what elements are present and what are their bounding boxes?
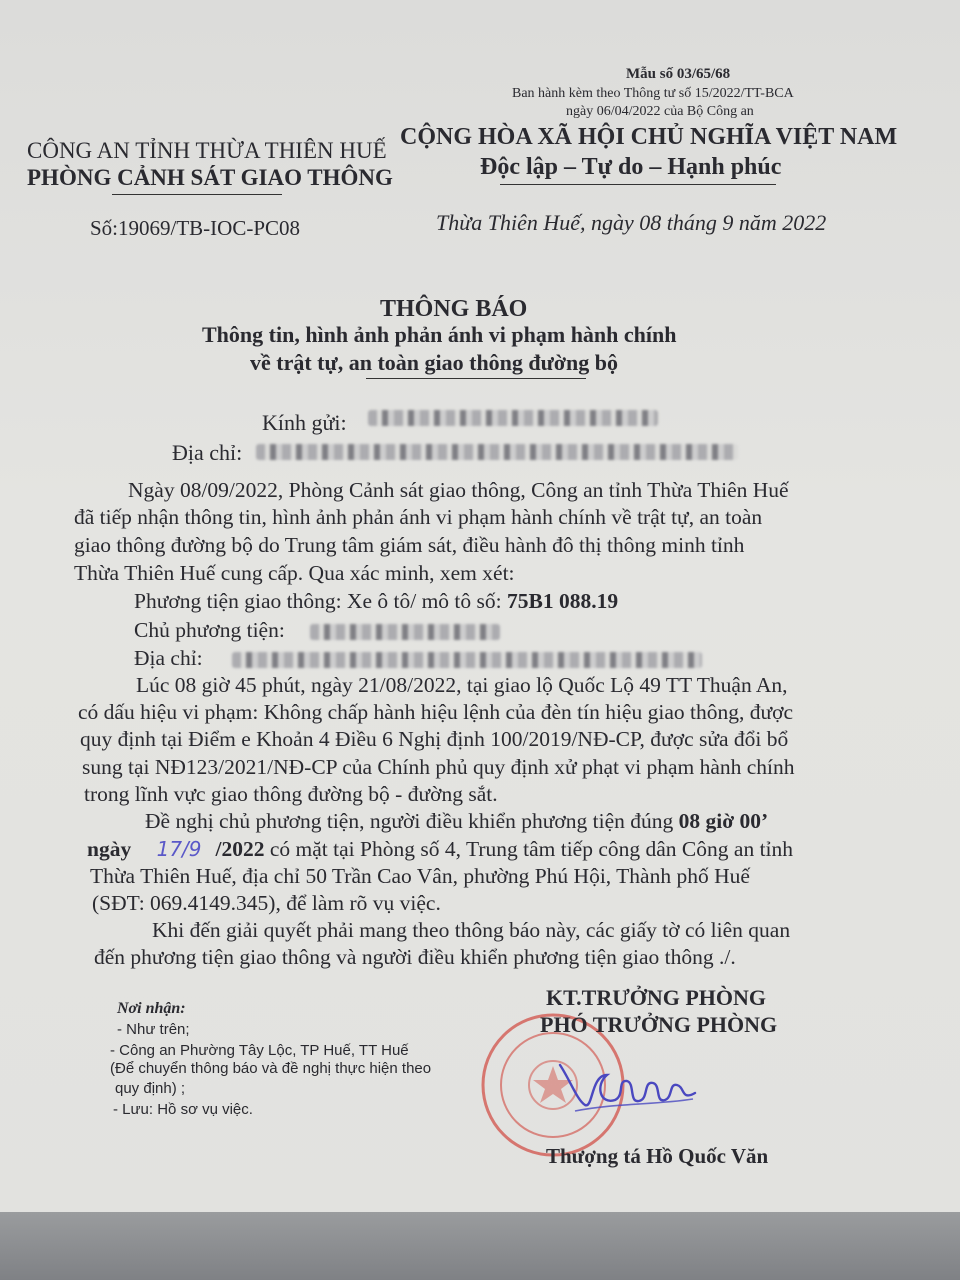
body-line: Lúc 08 giờ 45 phút, ngày 21/08/2022, tại giao lộ Quốc Lộ 49 TT Thuận An, xyxy=(136,673,788,697)
org-underline xyxy=(112,194,282,195)
document-subtitle-line2: về trật tự, an toàn giao thông đường bộ xyxy=(250,350,619,375)
document-subtitle-line1: Thông tin, hình ảnh phản ánh vi phạm hành chính xyxy=(202,322,677,347)
form-issued-line2: ngày 06/04/2022 của Bộ Công an xyxy=(566,104,754,119)
body-line: quy định tại Điểm e Khoản 4 Điều 6 Nghị định 100/2019/NĐ-CP, được sửa đổi bổ xyxy=(80,727,789,751)
document-number: Số:19069/TB-IOC-PC08 xyxy=(90,216,301,240)
vehicle-line xyxy=(134,589,618,614)
date-label: ngày xyxy=(87,837,132,861)
org-line2: PHÒNG CẢNH SÁT GIAO THÔNG xyxy=(27,165,393,190)
body-line: trong lĩnh vực giao thông đường bộ - đường sắt. xyxy=(84,782,498,806)
body-line: có dấu hiệu vi phạm: Không chấp hành hiệu lệnh của đèn tín hiệu giao thông, được xyxy=(78,700,794,724)
recipients-item: - Lưu: Hồ sơ vụ việc. xyxy=(113,1101,253,1118)
owner-label: Chủ phương tiện: xyxy=(134,618,285,642)
document-title: THÔNG BÁO xyxy=(380,296,528,322)
redacted-recipient-address xyxy=(256,444,738,460)
appointment-year: /2022 xyxy=(215,837,265,861)
body-line xyxy=(87,837,793,862)
signature-title-line2: PHÓ TRƯỞNG PHÒNG xyxy=(540,1012,778,1037)
body-line: (SĐT: 069.4149.345), để làm rõ vụ việc. xyxy=(92,891,441,915)
body-line: Ngày 08/09/2022, Phòng Cảnh sát giao thông, Công an tỉnh Thừa Thiên Huế xyxy=(128,478,789,502)
recipients-item: - Công an Phường Tây Lộc, TP Huế, TT Huế xyxy=(110,1042,409,1059)
recipients-item: - Như trên; xyxy=(117,1021,190,1038)
desk-background xyxy=(0,1212,960,1280)
recipients-item: quy định) ; xyxy=(115,1080,186,1097)
recipients-item: (Để chuyển thông báo và đề nghị thực hiện theo xyxy=(110,1060,432,1077)
body-line: Thừa Thiên Huế cung cấp. Qua xác minh, xem xét: xyxy=(74,561,515,585)
body-line: sung tại NĐ123/2021/NĐ-CP của Chính phủ quy định xử phạt vi phạm hành chính xyxy=(82,755,795,779)
motto-underline xyxy=(500,184,776,185)
body-line xyxy=(145,809,768,834)
request-text: Đề nghị chủ phương tiện, người điều khiển phương tiện đúng xyxy=(145,809,674,833)
body-line: giao thông đường bộ do Trung tâm giám sát, điều hành đô thị thông minh tỉnh xyxy=(74,533,745,557)
nation-motto: Độc lập – Tự do – Hạnh phúc xyxy=(480,154,782,180)
appointment-time: 08 giờ 00’ xyxy=(678,809,769,833)
handwritten-date: 17/9 xyxy=(156,837,202,861)
recipients-heading: Nơi nhận: xyxy=(117,1000,186,1017)
form-issued-line1: Ban hành kèm theo Thông tư số 15/2022/TT-BCA xyxy=(512,86,794,101)
owner-address-label: Địa chỉ: xyxy=(134,646,203,670)
body-line: Thừa Thiên Huế, địa chỉ 50 Trần Cao Vân, phường Phú Hội, Thành phố Huế xyxy=(90,864,750,888)
signer-name: Thượng tá Hồ Quốc Văn xyxy=(546,1144,769,1168)
vehicle-label: Phương tiện giao thông: Xe ô tô/ mô tô số: xyxy=(134,589,502,613)
signature-title-line1: KT.TRƯỞNG PHÒNG xyxy=(546,985,766,1010)
org-line1: CÔNG AN TỈNH THỪA THIÊN HUẾ xyxy=(27,138,387,163)
license-plate: 75B1 088.19 xyxy=(507,589,619,613)
subtitle-underline xyxy=(366,378,586,379)
redacted-owner-address xyxy=(232,652,702,668)
redacted-owner-name xyxy=(310,624,500,640)
body-line: đến phương tiện giao thông và người điều khiển phương tiện giao thông ./. xyxy=(94,945,736,969)
recipient-address-label: Địa chỉ: xyxy=(172,440,243,465)
recipient-label: Kính gửi: xyxy=(262,410,347,435)
redacted-recipient-name xyxy=(368,410,658,426)
place-date: Thừa Thiên Huế, ngày 08 tháng 9 năm 2022 xyxy=(436,210,827,235)
appointment-place: có mặt tại Phòng số 4, Trung tâm tiếp công dân Công an tỉnh xyxy=(269,837,794,861)
form-number: Mẫu số 03/65/68 xyxy=(626,66,731,82)
handwritten-signature xyxy=(555,1045,700,1120)
body-line: đã tiếp nhận thông tin, hình ảnh phản ánh vi phạm hành chính về trật tự, an toàn xyxy=(74,505,763,529)
nation-line1: CỘNG HÒA XÃ HỘI CHỦ NGHĨA VIỆT NAM xyxy=(400,124,898,150)
body-line: Khi đến giải quyết phải mang theo thông báo này, các giấy tờ có liên quan xyxy=(152,918,791,942)
